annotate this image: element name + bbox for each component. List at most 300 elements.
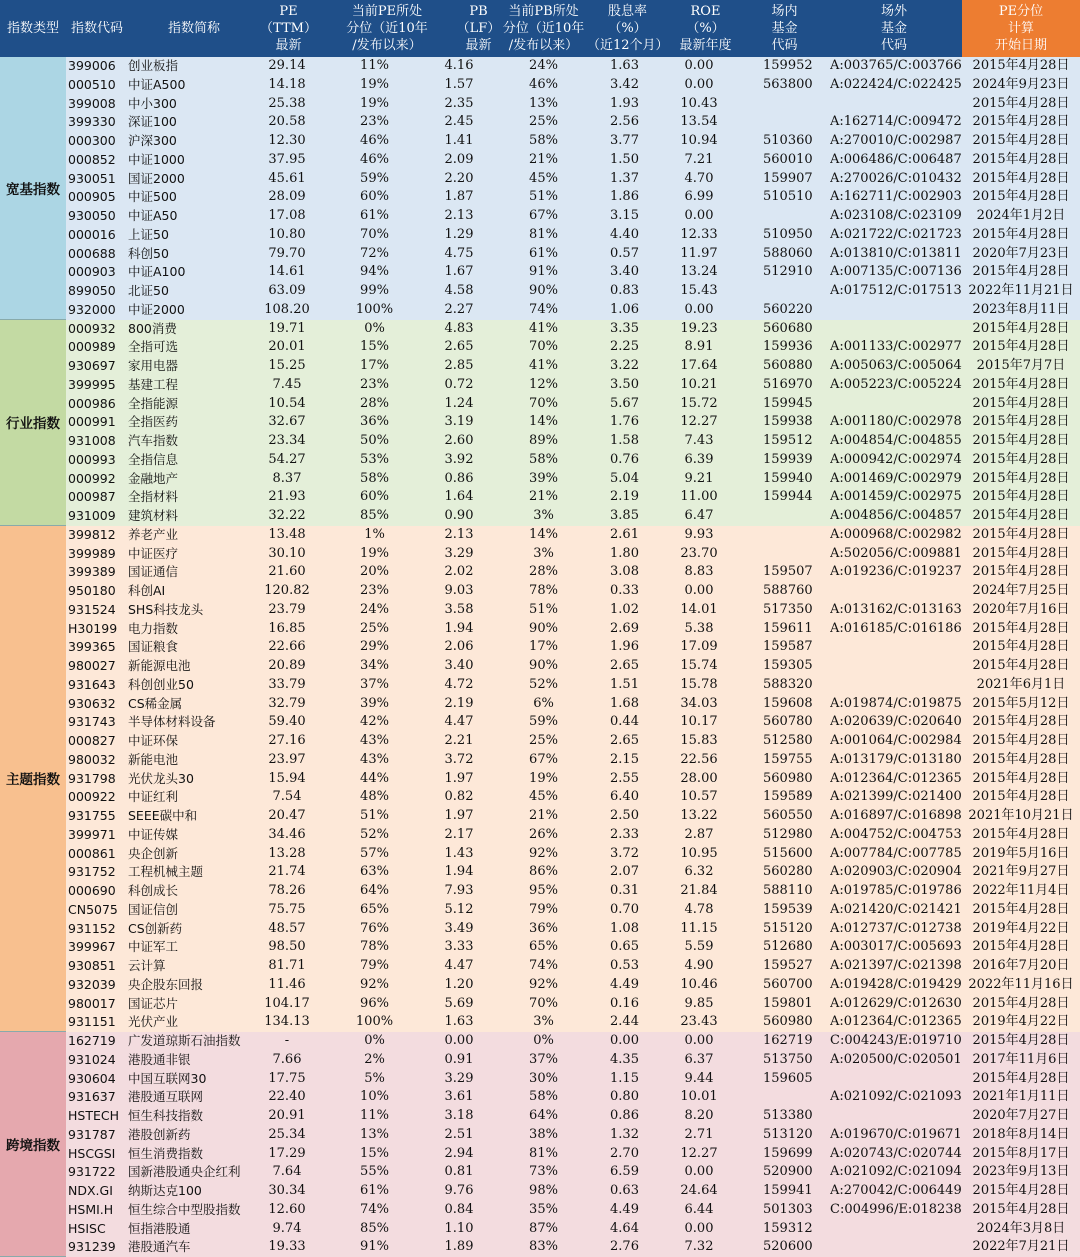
pe-start-date: 2015年4月28日 <box>972 508 1070 523</box>
pb-lf: 2.21 <box>444 733 474 748</box>
offsite-fund-code: A:013162/C:013163 <box>830 601 962 617</box>
onsite-fund-code: 560780 <box>763 714 813 730</box>
index-name: 央企股东回报 <box>128 976 204 992</box>
pe-ttm: 21.60 <box>268 564 306 580</box>
offsite-fund-code: A:019874/C:019875 <box>830 695 962 711</box>
onsite-fund-code: 159611 <box>763 620 813 636</box>
table-row <box>0 713 1080 732</box>
pe-percentile: 58% <box>360 470 389 486</box>
index-code: 000986 <box>68 395 116 411</box>
onsite-fund-code: 159801 <box>763 995 813 1011</box>
index-code: 931239 <box>68 1239 116 1255</box>
pe-start-date: 2015年4月28日 <box>972 939 1070 955</box>
roe: 24.64 <box>680 1183 718 1198</box>
index-name: 中证A50 <box>128 208 178 223</box>
pe-start-date: 2015年8月17日 <box>972 1145 1070 1161</box>
table-row <box>0 695 1080 714</box>
pe-start-date: 2020年7月16日 <box>972 601 1070 617</box>
pb-lf: 1.94 <box>444 864 474 880</box>
pb-percentile: 90% <box>529 620 558 636</box>
roe: 14.01 <box>680 601 718 617</box>
roe: 28.00 <box>680 770 718 786</box>
table-row <box>0 826 1080 845</box>
onsite-fund-code: 159941 <box>763 1183 813 1198</box>
table-row <box>0 1070 1080 1089</box>
dividend-yield: 2.65 <box>610 658 639 673</box>
pb-lf: 3.40 <box>444 658 474 673</box>
index-code: 000989 <box>68 339 116 355</box>
dividend-yield: 0.80 <box>610 1089 639 1105</box>
table-row <box>0 976 1080 995</box>
index-name: 科创50 <box>128 245 169 261</box>
pb-lf: 3.58 <box>444 601 474 617</box>
pb-lf: 4.75 <box>444 245 474 261</box>
onsite-fund-code: 560680 <box>763 320 813 336</box>
onsite-fund-code <box>763 1088 829 1107</box>
index-code: 930632 <box>68 695 116 711</box>
dividend-yield: 5.67 <box>610 395 639 411</box>
pe-percentile: 29% <box>360 639 389 655</box>
onsite-fund-code: 159589 <box>763 789 813 805</box>
pe-start-date: 2023年8月11日 <box>972 301 1070 317</box>
dividend-yield: 1.58 <box>610 433 639 448</box>
pb-percentile: 19% <box>529 770 558 786</box>
pe-percentile: 44% <box>360 770 389 786</box>
group-label: 行业指数 <box>0 320 66 526</box>
pe-start-date: 2015年4月28日 <box>972 714 1070 730</box>
roe: 15.78 <box>680 676 718 692</box>
pe-start-date: 2019年4月22日 <box>972 920 1070 936</box>
onsite-fund-code: 512980 <box>763 826 813 842</box>
index-code: 980027 <box>68 658 116 673</box>
pb-lf: 2.45 <box>444 114 474 130</box>
offsite-fund-code: A:021092/C:021094 <box>830 1164 962 1180</box>
pe-percentile: 10% <box>360 1089 389 1105</box>
index-name: 恒生综合中型股指数 <box>128 1201 241 1217</box>
index-name: 光伏龙头30 <box>128 770 194 786</box>
pe-start-date: 2015年4月28日 <box>972 526 1070 542</box>
index-name: 电力指数 <box>128 620 179 636</box>
pe-ttm: 120.82 <box>264 583 310 598</box>
pe-start-date: 2015年4月28日 <box>972 658 1070 673</box>
pe-percentile: 23% <box>360 114 389 130</box>
index-name: 港股通互联网 <box>128 1089 204 1105</box>
index-code: 000993 <box>68 451 116 467</box>
index-name: 中证医疗 <box>128 545 179 561</box>
pb-percentile: 92% <box>529 845 558 861</box>
index-code: 399971 <box>68 826 116 842</box>
dividend-yield: 4.49 <box>610 1201 639 1217</box>
index-name: 中证军工 <box>128 939 179 955</box>
roe: 0.00 <box>684 583 714 598</box>
pe-start-date: 2015年4月28日 <box>972 489 1070 505</box>
pb-percentile: 38% <box>529 1126 558 1142</box>
header-col-name: 指数简称 <box>167 21 220 36</box>
pb-percentile: 90% <box>529 283 558 298</box>
pe-ttm: - <box>284 1033 290 1048</box>
roe: 9.93 <box>684 526 714 542</box>
pe-start-date: 2024年9月23日 <box>972 76 1070 92</box>
dividend-yield: 0.70 <box>610 901 639 917</box>
index-name: 中证500 <box>128 189 177 205</box>
roe: 8.91 <box>684 339 714 355</box>
offsite-fund-code <box>830 1107 962 1126</box>
index-name: 沪深300 <box>128 133 177 148</box>
onsite-fund-code: 520600 <box>763 1239 813 1255</box>
onsite-fund-code: 159507 <box>763 564 813 580</box>
pb-percentile: 81% <box>529 226 558 242</box>
roe: 6.32 <box>684 864 714 880</box>
table-row <box>0 207 1080 226</box>
index-name: 国证2000 <box>128 170 185 186</box>
roe: 11.97 <box>680 245 718 261</box>
offsite-fund-code: A:004854/C:004855 <box>830 433 962 448</box>
onsite-fund-code: 159605 <box>763 1070 813 1086</box>
pe-percentile: 43% <box>360 751 389 767</box>
pb-percentile: 36% <box>529 920 558 936</box>
table-row <box>0 282 1080 301</box>
pb-lf: 2.06 <box>444 639 474 655</box>
offsite-fund-code <box>830 638 962 657</box>
pe-percentile: 70% <box>360 226 389 242</box>
roe: 12.27 <box>680 1145 718 1161</box>
index-name: 金融地产 <box>128 470 179 486</box>
pe-percentile: 25% <box>360 620 389 636</box>
pb-lf: 1.97 <box>444 770 474 786</box>
offsite-fund-code: A:007135/C:007136 <box>830 264 962 280</box>
onsite-fund-code: 162719 <box>763 1033 813 1048</box>
dividend-yield: 1.76 <box>610 414 639 430</box>
dividend-yield: 2.65 <box>610 733 639 748</box>
dividend-yield: 3.40 <box>610 264 639 280</box>
offsite-fund-code: A:020903/C:020904 <box>830 864 962 880</box>
pe-percentile: 0% <box>364 320 385 336</box>
index-name: 港股通非银 <box>128 1051 191 1067</box>
pe-start-date: 2015年4月28日 <box>972 826 1070 842</box>
dividend-yield: 0.63 <box>610 1183 639 1198</box>
offsite-fund-code: A:023108/C:023109 <box>830 208 962 223</box>
onsite-fund-code: 588320 <box>763 676 813 692</box>
dividend-yield: 1.96 <box>610 639 639 655</box>
index-name: 科创AI <box>128 583 166 598</box>
index-code: 000932 <box>68 320 116 336</box>
index-name: 全指材料 <box>128 489 179 505</box>
pe-ttm: 27.16 <box>268 733 306 748</box>
pe-ttm: 20.01 <box>268 339 306 355</box>
pe-ttm: 11.46 <box>268 976 306 992</box>
table-row <box>0 488 1080 507</box>
pe-start-date: 2024年1月2日 <box>976 208 1066 223</box>
table-row <box>0 1051 1080 1070</box>
index-code: 000016 <box>68 226 116 242</box>
pb-percentile: 37% <box>529 1051 558 1067</box>
pe-start-date: 2015年4月28日 <box>972 789 1070 805</box>
index-code: 931755 <box>68 808 116 823</box>
pb-lf: 1.43 <box>444 845 474 861</box>
roe: 15.43 <box>680 283 718 298</box>
index-code: 950180 <box>68 583 116 598</box>
offsite-fund-code: A:013179/C:013180 <box>830 751 962 767</box>
group-label: 跨境指数 <box>0 1032 66 1257</box>
pb-lf: 3.18 <box>444 1108 474 1123</box>
pe-percentile: 52% <box>360 826 389 842</box>
table-row <box>0 638 1080 657</box>
pe-percentile: 36% <box>360 414 389 430</box>
pb-percentile: 45% <box>529 789 558 805</box>
index-name: 全指医药 <box>128 414 179 430</box>
pb-lf: 0.86 <box>444 470 474 486</box>
pb-percentile: 21% <box>529 808 558 823</box>
offsite-fund-code <box>830 95 962 114</box>
dividend-yield: 2.55 <box>610 770 639 786</box>
pe-ttm: 32.67 <box>268 414 306 430</box>
dividend-yield: 0.31 <box>610 883 639 898</box>
offsite-fund-code: A:019428/C:019429 <box>830 976 962 992</box>
roe: 8.20 <box>684 1108 714 1123</box>
pe-ttm: 19.71 <box>268 320 306 336</box>
index-code: 399006 <box>68 58 116 73</box>
header-col-pb-pct: 当前PB所处 分位（近10年 /发布以来） <box>502 4 585 53</box>
index-code: 000690 <box>68 883 116 898</box>
onsite-fund-code: 563800 <box>763 76 813 92</box>
pb-lf: 3.29 <box>444 1070 474 1086</box>
table-row <box>0 1107 1080 1126</box>
pb-percentile: 0% <box>533 1033 554 1048</box>
offsite-fund-code <box>830 320 962 339</box>
index-name: 建筑材料 <box>128 508 179 523</box>
pb-percentile: 92% <box>529 976 558 992</box>
offsite-fund-code: A:021722/C:021723 <box>830 226 962 242</box>
table-row <box>0 151 1080 170</box>
roe: 15.74 <box>680 658 718 673</box>
pb-percentile: 46% <box>529 76 558 92</box>
offsite-fund-code: A:007784/C:007785 <box>830 845 962 861</box>
pe-start-date: 2015年4月28日 <box>972 339 1070 355</box>
index-code: 931722 <box>68 1164 116 1180</box>
pb-lf: 3.33 <box>444 939 474 955</box>
offsite-fund-code: A:005223/C:005224 <box>830 376 962 392</box>
index-name: 创业板指 <box>128 58 179 73</box>
index-code: 000903 <box>68 264 116 280</box>
pe-start-date: 2015年4月28日 <box>972 995 1070 1011</box>
dividend-yield: 1.02 <box>610 601 639 617</box>
table-row <box>0 1220 1080 1239</box>
table-row <box>0 526 1080 545</box>
offsite-fund-code: A:001180/C:002978 <box>830 414 962 430</box>
index-code: 162719 <box>68 1033 116 1048</box>
index-code: 930050 <box>68 208 116 223</box>
pe-start-date: 2019年4月22日 <box>972 1014 1070 1030</box>
roe: 0.00 <box>684 58 714 73</box>
offsite-fund-code <box>830 676 962 695</box>
pe-percentile: 37% <box>360 676 389 692</box>
table-row <box>0 732 1080 751</box>
roe: 10.21 <box>680 376 718 392</box>
header-col-pe: PE （TTM） 最新 <box>260 4 317 53</box>
pe-ttm: 20.58 <box>268 114 306 130</box>
pb-lf: 1.64 <box>444 489 474 505</box>
pe-percentile: 59% <box>360 170 389 186</box>
roe: 0.00 <box>684 76 714 92</box>
pb-lf: 1.57 <box>444 76 474 92</box>
index-code: 000688 <box>68 245 116 261</box>
onsite-fund-code: 159699 <box>763 1145 813 1161</box>
dividend-yield: 3.35 <box>610 320 639 336</box>
table-row <box>0 770 1080 789</box>
pe-ttm: 134.13 <box>264 1014 310 1030</box>
pb-lf: 2.20 <box>444 170 474 186</box>
index-code: CN5075 <box>68 901 118 917</box>
roe: 0.00 <box>684 1220 714 1236</box>
onsite-fund-code: 588760 <box>763 583 813 598</box>
dividend-yield: 5.04 <box>610 470 639 486</box>
pe-percentile: 65% <box>360 901 389 917</box>
roe: 0.00 <box>684 1164 714 1180</box>
pe-start-date: 2015年4月28日 <box>972 151 1070 167</box>
pb-percentile: 78% <box>529 583 558 598</box>
index-name: CS稀金属 <box>128 695 183 711</box>
pb-percentile: 41% <box>529 358 558 373</box>
offsite-fund-code: A:017512/C:017513 <box>830 283 962 298</box>
index-name: 恒指港股通 <box>128 1220 191 1236</box>
pb-lf: 2.94 <box>444 1145 474 1161</box>
table-row <box>0 601 1080 620</box>
onsite-fund-code: 159587 <box>763 639 813 655</box>
pe-percentile: 48% <box>360 789 389 805</box>
pb-percentile: 51% <box>529 189 558 205</box>
onsite-fund-code: 516970 <box>763 376 813 392</box>
onsite-fund-code: 560550 <box>763 808 813 823</box>
group-label: 主题指数 <box>0 526 66 1032</box>
dividend-yield: 3.85 <box>610 508 639 523</box>
onsite-fund-code: 159608 <box>763 695 813 711</box>
index-name: 国证通信 <box>128 564 179 580</box>
index-name: 中证红利 <box>128 789 179 805</box>
table-row <box>0 1163 1080 1182</box>
index-name: 云计算 <box>128 958 166 973</box>
onsite-fund-code: 159939 <box>763 451 813 467</box>
pe-start-date: 2015年4月28日 <box>972 901 1070 917</box>
onsite-fund-code: 560980 <box>763 1014 813 1030</box>
pb-percentile: 39% <box>529 470 558 486</box>
pb-lf: 2.35 <box>444 95 474 111</box>
index-code: 000852 <box>68 151 116 167</box>
pe-percentile: 24% <box>360 601 389 617</box>
pe-ttm: 13.48 <box>268 526 306 542</box>
pe-start-date: 2015年4月28日 <box>972 620 1070 636</box>
index-code: 980017 <box>68 995 116 1011</box>
roe: 2.87 <box>684 826 714 842</box>
pb-lf: 4.72 <box>444 676 474 692</box>
pe-percentile: 43% <box>360 733 389 748</box>
roe: 23.43 <box>680 1014 718 1030</box>
dividend-yield: 6.59 <box>610 1164 639 1180</box>
pe-percentile: 92% <box>360 976 389 992</box>
table-row <box>0 245 1080 264</box>
table-row <box>0 507 1080 526</box>
pe-ttm: 23.34 <box>268 433 306 448</box>
table-row <box>0 301 1080 320</box>
index-name: SEEE碳中和 <box>128 808 198 823</box>
onsite-fund-code: 159907 <box>763 170 813 186</box>
index-code: 931752 <box>68 864 116 880</box>
pb-lf: 9.03 <box>444 583 474 598</box>
pe-percentile: 5% <box>364 1070 385 1086</box>
pe-percentile: 78% <box>360 939 389 955</box>
offsite-fund-code <box>830 1238 962 1257</box>
roe: 6.39 <box>684 451 714 467</box>
pe-percentile: 39% <box>360 695 389 711</box>
pe-start-date: 2015年4月28日 <box>972 451 1070 467</box>
pe-percentile: 72% <box>360 245 389 261</box>
table-row <box>0 263 1080 282</box>
index-name: 中证传媒 <box>128 826 179 842</box>
table-row <box>0 620 1080 639</box>
pe-percentile: 94% <box>360 264 389 280</box>
pe-ttm: 7.54 <box>272 789 302 805</box>
dividend-yield: 6.40 <box>610 789 639 805</box>
pb-lf: 9.76 <box>444 1183 474 1198</box>
header-col-type: 指数类型 <box>6 21 59 36</box>
index-code: 931152 <box>68 920 116 936</box>
pe-start-date: 2015年4月28日 <box>972 433 1070 448</box>
table-row <box>0 338 1080 357</box>
onsite-fund-code: 510360 <box>763 133 813 148</box>
roe: 10.46 <box>680 976 718 992</box>
index-name: 国证芯片 <box>128 995 179 1011</box>
table-row <box>0 113 1080 132</box>
pb-lf: 5.12 <box>444 901 474 917</box>
pe-percentile: 15% <box>360 339 389 355</box>
index-name: 恒生消费指数 <box>128 1145 204 1161</box>
pe-percentile: 19% <box>360 545 389 561</box>
index-name: 国证信创 <box>128 901 179 917</box>
pe-percentile: 20% <box>360 564 389 580</box>
pb-percentile: 91% <box>529 264 558 280</box>
pe-percentile: 61% <box>360 208 389 223</box>
roe: 13.54 <box>680 114 718 130</box>
index-name: 广发道琼斯石油指数 <box>128 1033 241 1048</box>
index-name: 中证A100 <box>128 264 186 280</box>
table-row <box>0 938 1080 957</box>
pe-ttm: 16.85 <box>268 620 306 636</box>
offsite-fund-code: A:020639/C:020640 <box>830 714 962 730</box>
pe-ttm: 108.20 <box>264 301 310 317</box>
pe-ttm: 37.95 <box>268 151 306 167</box>
pb-percentile: 12% <box>529 376 558 392</box>
dividend-yield: 1.80 <box>610 545 639 561</box>
onsite-fund-code: 159305 <box>763 658 813 673</box>
pe-ttm: 30.34 <box>268 1183 306 1198</box>
pe-start-date: 2015年4月28日 <box>972 95 1070 111</box>
header-col-div: 股息率 （%） （近12个月） <box>587 4 669 53</box>
index-name: 800消费 <box>128 320 177 336</box>
index-name: 恒生科技指数 <box>128 1108 204 1123</box>
pb-lf: 2.17 <box>444 826 474 842</box>
offsite-fund-code: A:020743/C:020744 <box>830 1145 962 1161</box>
pe-ttm: 17.75 <box>268 1070 306 1086</box>
pe-percentile: 0% <box>364 1033 385 1048</box>
pe-ttm: 8.37 <box>272 470 302 486</box>
pb-lf: 2.02 <box>444 564 474 580</box>
roe: 23.70 <box>680 545 718 561</box>
roe: 5.38 <box>684 620 714 636</box>
onsite-fund-code: 159312 <box>763 1220 813 1236</box>
offsite-fund-code: C:004243/E:019710 <box>830 1033 962 1048</box>
dividend-yield: 2.69 <box>610 620 639 636</box>
roe: 11.00 <box>680 489 718 505</box>
pe-ttm: 33.79 <box>268 676 306 692</box>
